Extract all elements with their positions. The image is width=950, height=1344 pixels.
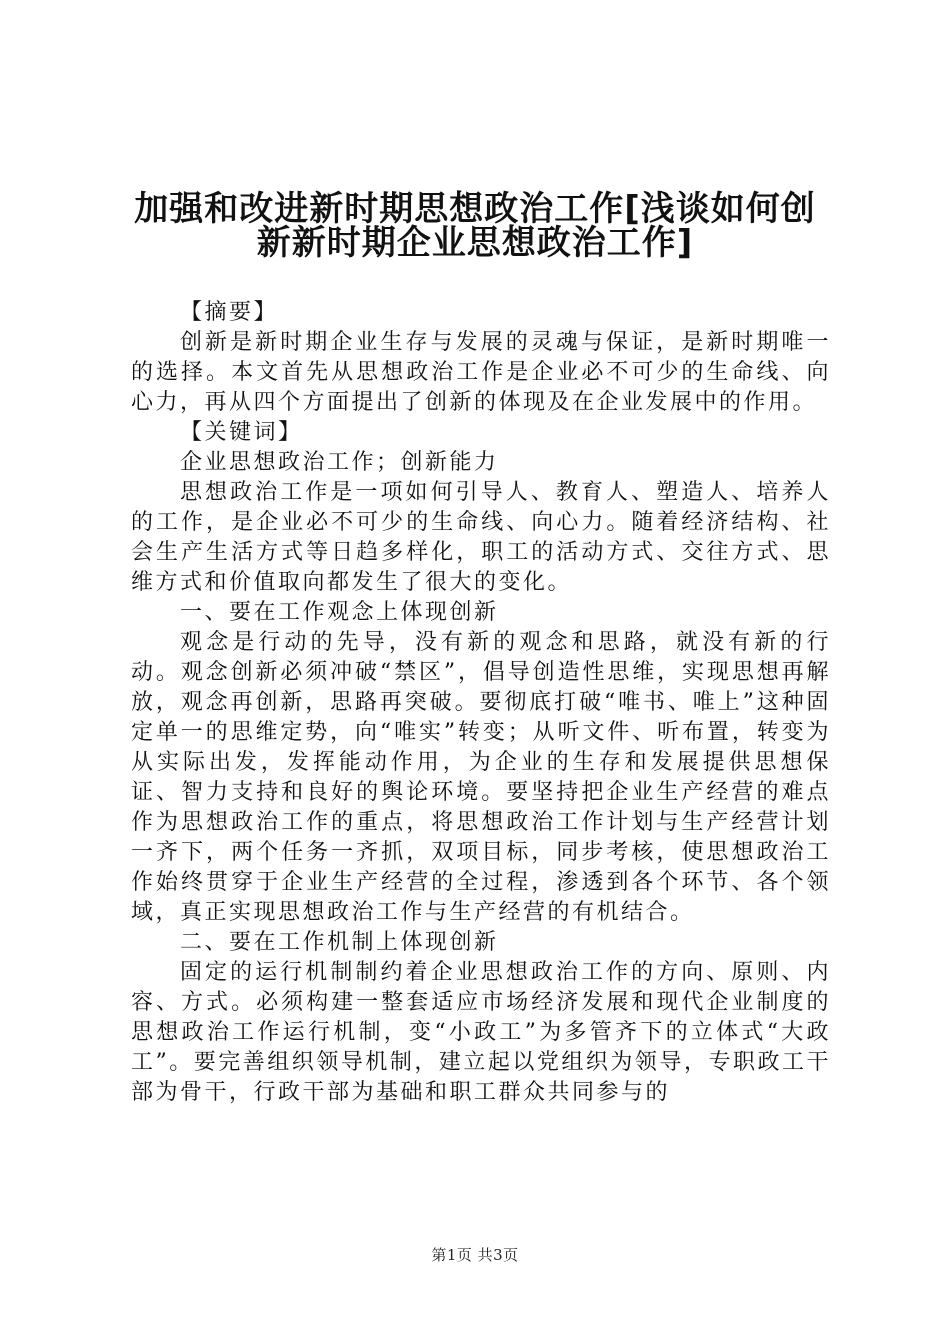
section-1-paragraph: 观念是行动的先导，没有新的观念和思路，就没有新的行动。观念创新必须冲破“禁区”，倡导创造性思维，实现思想再解放，观念再创新，思路再突破。要彻底打破“唯书、唯上”这种固定单一的思维定势，向“唯实”转变；从听文件、听布置，转变为从实际出发，发挥能动作用，为企业的生存和发展提供思想保证、智力支持和良好的舆论环境。要坚持把企业生产经营的难点作为思想政治工作的重点，将思想政治工作计划与生产经营计划一齐下，两个任务一齐抓，双项目标，同步考核，使思想政治工作始终贯穿于企业生产经营的全过程，渗透到各个环节、各个领域，真正实现思想政治工作与生产经营的有机结合。 — [131, 630, 831, 925]
intro-paragraph: 思想政治工作是一项如何引导人、教育人、塑造人、培养人的工作，是企业必不可少的生命线、向心力。随着经济结构、社会生产生活方式等日趋多样化，职工的活动方式、交往方式、思维方式和价值取向都发生了很大的变化。 — [131, 480, 831, 595]
section-2-paragraph: 固定的运行机制制约着企业思想政治工作的方向、原则、内容、方式。必须构建一整套适应市场经济发展和现代企业制度的思想政治工作运行机制，变“小政工”为多管齐下的立体式“大政工”。要完善组织领导机制，建立起以党组织为领导，专职政工干部为骨干，行政干部为基础和职工群众共同参与的 — [131, 960, 831, 1105]
document-body — [131, 298, 831, 1108]
page-footer: 第1页 共3页 — [431, 1246, 519, 1264]
section-heading-1: 一、要在工作观念上体现创新 — [180, 600, 499, 625]
abstract-heading: 【摘要】 — [180, 300, 279, 325]
document-title-line-1: 加强和改进新时期思想政治工作[浅谈如何创 — [134, 189, 816, 229]
keywords-heading: 【关键词】 — [180, 420, 303, 445]
section-heading-2: 二、要在工作机制上体现创新 — [180, 930, 499, 955]
document-title-line-2: 新新时期企业思想政治工作] — [256, 223, 694, 263]
abstract-text: 创新是新时期企业生存与发展的灵魂与保证，是新时期唯一的选择。本文首先从思想政治工作是企业必不可少的生命线、向心力，再从四个方面提出了创新的体现及在企业发展中的作用。 — [131, 330, 831, 415]
keywords-text: 企业思想政治工作；创新能力 — [180, 450, 499, 475]
